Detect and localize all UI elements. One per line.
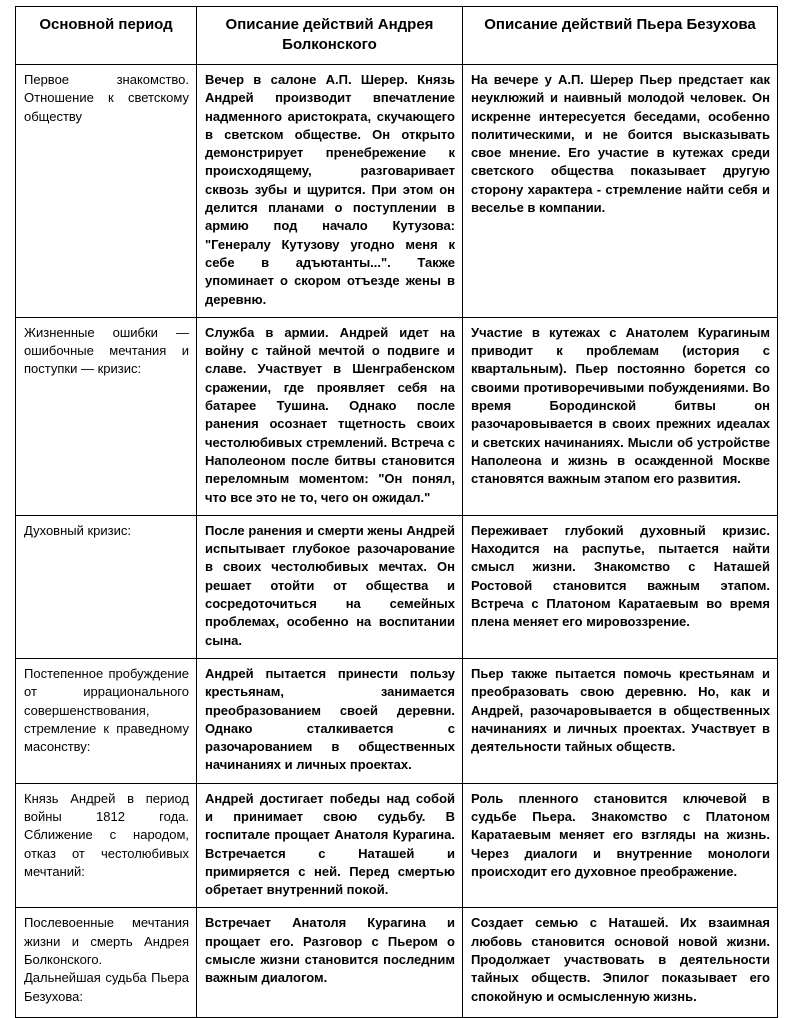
pierre-cell: Роль пленного становится ключевой в судьбе Пьера. Знакомство с Платоном Каратаевым меняет его взгляды на жизнь. Через диалоги и внутренние монологи происходит его духовное преображение. xyxy=(463,783,778,908)
table-row xyxy=(16,515,778,658)
andrey-cell: Встречает Анатоля Курагина и прощает его. Разговор с Пьером о смысле жизни становится последним важным диалогом. xyxy=(197,908,463,1018)
header-period: Основной период xyxy=(16,7,197,65)
andrey-cell: Андрей пытается принести пользу крестьянам, занимается преобразованием своей деревни. Однако сталкивается с разочарованием в общественных начинаниях и личных проектах. xyxy=(197,658,463,783)
pierre-cell: Пьер также пытается помочь крестьянам и преобразовать свою деревню. Но, как и Андрей, разочаровывается в общественных начинаниях и личных проектах. Участвует в деятельности тайных обществ. xyxy=(463,658,778,783)
period-line: Дальнейшая судьба Пьера Безухова: xyxy=(24,970,189,1004)
andrey-cell: Вечер в салоне А.П. Шерер. Князь Андрей производит впечатление надменного аристократа, скучающего в светском обществе. Он открыто демонстрирует пренебрежение к происходящему, разговаривает сквозь зубы и щурится. При этом он делится планами о поступлении в армию под начало Кутузова: "Генералу Кутузову угодно меня к себе в адъютанты...". Также упоминает о скором отъезде жены в деревню. xyxy=(197,65,463,318)
table-row xyxy=(16,908,778,1018)
andrey-cell: После ранения и смерти жены Андрей испытывает глубокое разочарование в своих честолюбивых мечтах. Он решает отойти от общества и сосредоточиться на семейных проблемах, особенно на воспитании сына. xyxy=(197,515,463,658)
period-cell: Духовный кризис: xyxy=(16,515,197,658)
table-header-row xyxy=(16,7,778,65)
pierre-cell: Создает семью с Наташей. Их взаимная любовь становится основой новой жизни. Продолжает участвовать в деятельности тайных обществ. Эпилог показывает его спокойную и осмысленную жизнь. xyxy=(463,908,778,1018)
period-cell: Жизненные ошибки — ошибочные мечтания и поступки — кризис: xyxy=(16,317,197,515)
table-row xyxy=(16,317,778,515)
table-row xyxy=(16,65,778,318)
header-andrey: Описание действий Андрея Болконского xyxy=(197,7,463,65)
header-pierre: Описание действий Пьера Безухова xyxy=(463,7,778,65)
period-cell xyxy=(16,908,197,1018)
table-row xyxy=(16,783,778,908)
pierre-cell: Участие в кутежах с Анатолем Курагиным приводит к проблемам (история с квартальным). Пьер постоянно борется со своими противоречивыми побуждениями. Во время Бородинской битвы он разочаровывается в своих прежних идеалах и светских начинаниях. Мысли об устройстве Наполеона и жизнь в осажденной Москве становятся важным этапом его развития. xyxy=(463,317,778,515)
comparison-table-container xyxy=(15,6,777,1018)
period-cell: Первое знакомство. Отношение к светскому обществу xyxy=(16,65,197,318)
period-cell: Князь Андрей в период войны 1812 года. Сближение с народом, отказ от честолюбивых мечтаний: xyxy=(16,783,197,908)
pierre-cell: На вечере у А.П. Шерер Пьер предстает как неуклюжий и наивный молодой человек. Он искренне интересуется беседами, особенно политическими, и не боится высказывать свое мнение. Его участие в кутежах среди светского общества показывает другую сторону характера - стремление найти себя и веселье в компании. xyxy=(463,65,778,318)
andrey-cell: Андрей достигает победы над собой и принимает свою судьбу. В госпитале прощает Анатоля Курагина. Встречается с Наташей и примиряется с ней. Перед смертью обретает внутренний покой. xyxy=(197,783,463,908)
table-row xyxy=(16,658,778,783)
period-cell: Постепенное пробуждение от иррационального совершенствования, стремление к праведному масонству: xyxy=(16,658,197,783)
period-line: Послевоенные мечтания жизни и смерть Андрея Болконского. xyxy=(24,915,189,968)
comparison-table xyxy=(15,6,778,1018)
andrey-cell: Служба в армии. Андрей идет на войну с тайной мечтой о подвиге и славе. Участвует в Шенграбенском сражении, где проявляет себя на батарее Тушина. Однако после ранения осознает тщетность своих честолюбивых стремлений. Встреча с Наполеоном после битвы становится переломным моментом: "Он понял, что все это не то, чего он ожидал." xyxy=(197,317,463,515)
pierre-cell: Переживает глубокий духовный кризис. Находится на распутье, пытается найти смысл жизни. Знакомство с Наташей Ростовой становится важным этапом. Встреча с Платоном Каратаевым во время плена меняет его мировоззрение. xyxy=(463,515,778,658)
